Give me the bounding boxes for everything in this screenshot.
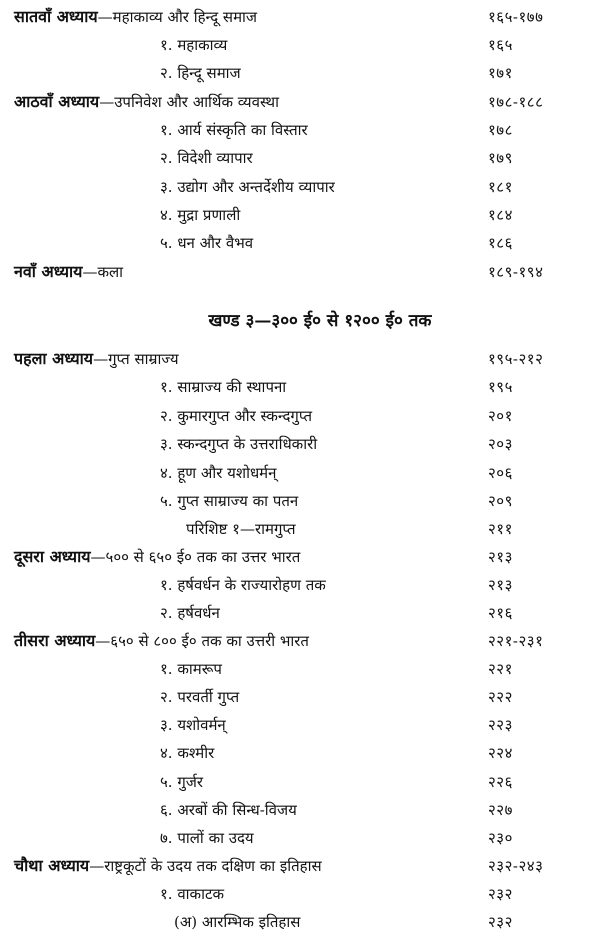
entry-title: ३. स्कन्दगुप्त के उत्तराधिकारी bbox=[160, 435, 318, 453]
toc-entry-row bbox=[0, 769, 600, 795]
toc-entry-row bbox=[0, 572, 600, 598]
toc-entry-row bbox=[0, 374, 600, 400]
chapter-title: —महाकाव्य और हिन्दू समाज bbox=[97, 8, 258, 26]
chapter-title: —उपनिवेश और आर्थिक व्यवस्था bbox=[99, 93, 279, 111]
chapter-heading bbox=[14, 259, 123, 285]
page-range: २२६ bbox=[488, 773, 513, 791]
page-range: १८४ bbox=[488, 206, 513, 224]
entry-title: ५. धन और वैभव bbox=[160, 234, 254, 252]
entry-title: ३. यशोवर्मन् bbox=[160, 716, 226, 734]
chapter-number: सातवाँ अध्याय bbox=[14, 7, 98, 26]
chapter-heading bbox=[14, 4, 257, 30]
toc-entry-row bbox=[0, 909, 600, 935]
chapter-title: —गुप्त साम्राज्य bbox=[93, 350, 179, 368]
page-range: १७८-१८८ bbox=[488, 93, 544, 111]
chapter-row bbox=[0, 346, 600, 372]
entry-title: ७. पालों का उदय bbox=[160, 829, 254, 847]
chapter-heading bbox=[14, 853, 322, 879]
toc-entry-row bbox=[0, 600, 600, 626]
entry-title: ३. उद्योग और अन्तर्देशीय व्यापार bbox=[160, 178, 335, 196]
entry-title: १. आर्य संस्कृति का विस्तार bbox=[160, 121, 308, 139]
toc-entry-row bbox=[0, 656, 600, 682]
section-heading: खण्ड ३—३०० ई० से १२०० ई० तक bbox=[208, 311, 432, 331]
page-range: २०१ bbox=[488, 407, 513, 425]
page-range: १७८ bbox=[488, 121, 513, 139]
page-range: १६५-१७७ bbox=[488, 8, 544, 26]
toc-entry-row bbox=[0, 797, 600, 823]
entry-title: (अ) आरम्भिक इतिहास bbox=[174, 913, 301, 931]
page-range: १८९-१९४ bbox=[488, 263, 544, 281]
page-range: २२४ bbox=[488, 744, 513, 762]
entry-title: ४. हूण और यशोधर्मन् bbox=[160, 464, 277, 482]
entry-title: १. कामरूप bbox=[160, 660, 222, 678]
page-range: २१६ bbox=[488, 604, 513, 622]
entry-title: ५. गुर्जर bbox=[160, 773, 204, 791]
chapter-number: दूसरा अध्याय bbox=[14, 547, 91, 566]
toc-entry-row bbox=[0, 488, 600, 514]
entry-title: २. परवर्ती गुप्त bbox=[160, 688, 240, 706]
page-range: २३२ bbox=[488, 885, 513, 903]
entry-title: ४. मुद्रा प्रणाली bbox=[160, 206, 241, 224]
page-range: १९५ bbox=[488, 378, 513, 396]
entry-title: १. हर्षवर्धन के राज्यारोहण तक bbox=[160, 576, 326, 594]
toc-entry-row bbox=[0, 174, 600, 200]
page-range: २२२ bbox=[488, 688, 513, 706]
chapter-row bbox=[0, 853, 600, 879]
toc-entry-row bbox=[0, 431, 600, 457]
entry-title: परिशिष्ट १—रामगुप्त bbox=[186, 520, 296, 538]
entry-title: ५. गुप्त साम्राज्य का पतन bbox=[160, 492, 299, 510]
page-range: १७९ bbox=[488, 149, 513, 167]
page-range: १९५-२१२ bbox=[488, 350, 544, 368]
page-range: १८६ bbox=[488, 234, 513, 252]
page-range: २१३ bbox=[488, 548, 513, 566]
chapter-number: नवाँ अध्याय bbox=[14, 262, 83, 281]
entry-title: २. कुमारगुप्त और स्कन्दगुप्त bbox=[160, 407, 313, 425]
toc-entry-row bbox=[0, 32, 600, 58]
entry-title: १. महाकाव्य bbox=[160, 36, 228, 54]
page-range: २२३ bbox=[488, 716, 513, 734]
toc-entry-row bbox=[0, 740, 600, 766]
entry-title: १. वाकाटक bbox=[160, 885, 225, 903]
page-range: १७१ bbox=[488, 64, 513, 82]
toc-entry-row bbox=[0, 403, 600, 429]
page-range: २०३ bbox=[488, 435, 513, 453]
chapter-row bbox=[0, 4, 600, 30]
page-range: २२१ bbox=[488, 660, 513, 678]
chapter-heading bbox=[14, 544, 300, 570]
toc-entry-row bbox=[0, 60, 600, 86]
entry-title: २. हिन्दू समाज bbox=[160, 64, 241, 82]
chapter-heading bbox=[14, 346, 179, 372]
page-range: २२१-२३१ bbox=[488, 632, 544, 650]
toc-entry-row bbox=[0, 825, 600, 851]
page-range: १८१ bbox=[488, 178, 513, 196]
chapter-title: —राष्ट्रकूटों के उदय तक दक्षिण का इतिहास bbox=[89, 857, 322, 875]
chapter-title: —५०० से ६५० ई० तक का उत्तर भारत bbox=[90, 548, 301, 566]
entry-title: ६. अरबों की सिन्ध-विजय bbox=[160, 801, 297, 819]
toc-entry-row bbox=[0, 712, 600, 738]
chapter-row bbox=[0, 259, 600, 285]
entry-title: ४. कश्मीर bbox=[160, 744, 215, 762]
entry-title: २. हर्षवर्धन bbox=[160, 604, 220, 622]
entry-title: २. विदेशी व्यापार bbox=[160, 149, 253, 167]
chapter-number: पहला अध्याय bbox=[14, 349, 94, 368]
chapter-row bbox=[0, 544, 600, 570]
page-range: २१३ bbox=[488, 576, 513, 594]
page-range: २३२-२४३ bbox=[488, 857, 544, 875]
toc-entry-row bbox=[0, 202, 600, 228]
toc-entry-row bbox=[0, 516, 600, 542]
toc-entry-row bbox=[0, 117, 600, 143]
page-range: १६५ bbox=[488, 36, 513, 54]
page-range: २०९ bbox=[488, 492, 513, 510]
page-range: २०६ bbox=[488, 464, 513, 482]
chapter-title: —कला bbox=[82, 263, 124, 281]
chapter-row bbox=[0, 89, 600, 115]
page-range: २११ bbox=[488, 520, 513, 538]
toc-entry-row bbox=[0, 230, 600, 256]
chapter-row bbox=[0, 628, 600, 654]
chapter-number: आठवाँ अध्याय bbox=[14, 92, 100, 111]
toc-entry-row bbox=[0, 684, 600, 710]
chapter-heading bbox=[14, 628, 309, 654]
page-range: २२७ bbox=[488, 801, 513, 819]
chapter-heading bbox=[14, 89, 279, 115]
chapter-title: —६५० से ८०० ई० तक का उत्तरी भारत bbox=[95, 632, 309, 650]
entry-title: १. साम्राज्य की स्थापना bbox=[160, 378, 287, 396]
toc-entry-row bbox=[0, 460, 600, 486]
toc-entry-row bbox=[0, 881, 600, 907]
toc-entry-row bbox=[0, 145, 600, 171]
chapter-number: तीसरा अध्याय bbox=[14, 631, 96, 650]
chapter-number: चौथा अध्याय bbox=[14, 856, 90, 875]
page-range: २३२ bbox=[488, 913, 513, 931]
page-range: २३० bbox=[488, 829, 513, 847]
